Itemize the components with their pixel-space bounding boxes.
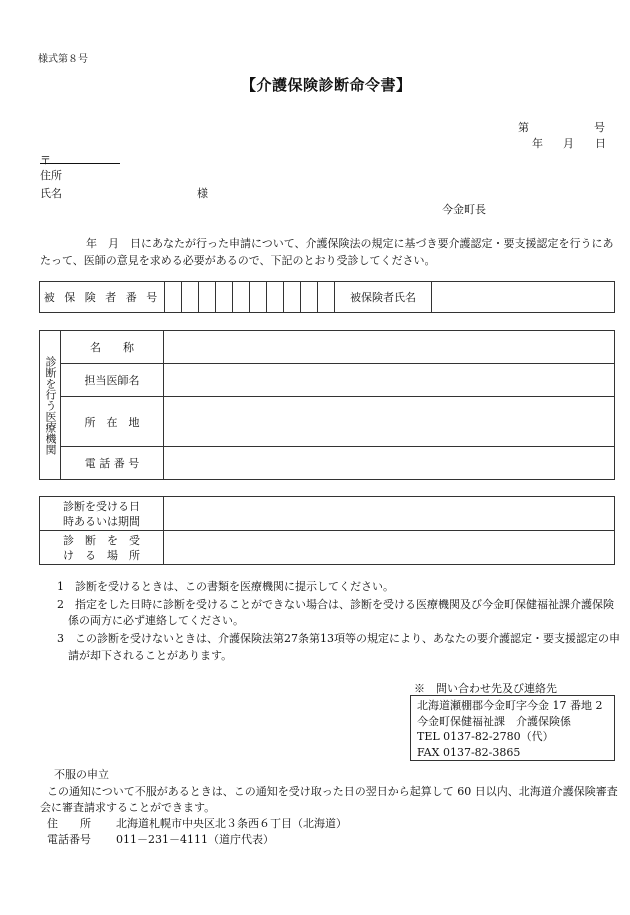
insured-number-digit[interactable] xyxy=(250,282,267,313)
insured-number-digit[interactable] xyxy=(301,282,318,313)
date-day: 日 xyxy=(595,137,606,150)
facility-side-label: 診断を行う医療機関 xyxy=(44,355,57,455)
insured-number-digit[interactable] xyxy=(216,282,233,313)
issuer: 今金町長 xyxy=(442,203,486,216)
insured-number-digit[interactable] xyxy=(318,282,335,313)
note-3-line-2: 請が却下されることがあります。 xyxy=(68,649,233,662)
note-2-num: 2 xyxy=(57,598,64,611)
insured-name-label: 被保険者氏名 xyxy=(335,282,432,313)
appeal-address-value: 北海道札幌市中央区北３条西６丁目（北海道） xyxy=(116,817,347,830)
appeal-phone-label: 電話番号 xyxy=(47,833,91,846)
appeal-address-label: 住 所 xyxy=(47,817,91,830)
appeal-line-1: この通知について不服があるときは、この通知を受け取った日の翌日から起算して 60 日以内、北海道介護保険審査 xyxy=(47,785,618,798)
insured-name-value[interactable] xyxy=(432,282,615,313)
diagnosis-place-label-line1: 診 断 を 受 xyxy=(63,533,140,547)
number-gou: 号 xyxy=(594,121,605,134)
appeal-phone-value: 011－231－4111（道庁代表） xyxy=(116,833,274,846)
facility-address-value[interactable] xyxy=(164,397,615,447)
intro-line-1: 年 月 日にあなたが行った申請について、介護保険法の規定に基づき要介護認定・要支援認定を行うにあ xyxy=(86,237,614,250)
insured-number-digit[interactable] xyxy=(284,282,301,313)
insured-number-digit[interactable] xyxy=(233,282,250,313)
diagnosis-date-label xyxy=(40,497,164,531)
diagnosis-date-label-line1: 診断を受ける日 xyxy=(63,499,140,513)
facility-phone-value[interactable] xyxy=(164,447,615,480)
doctor-name-label: 担当医師名 xyxy=(61,364,164,397)
facility-side-label-cell xyxy=(40,331,61,480)
form-number: 様式第８号 xyxy=(38,54,88,65)
facility-address-label: 所 在 地 xyxy=(61,397,164,447)
appeal-line-2: 会に審査請求することができます。 xyxy=(40,801,216,814)
note-3-num: 3 xyxy=(57,632,64,645)
note-3-line-1: この診断を受けないときは、介護保険法第27条第13項等の規定により、あなたの要介護認定・要支援認定の申 xyxy=(75,632,620,645)
insured-number-digit[interactable] xyxy=(182,282,199,313)
insured-number-digit[interactable] xyxy=(165,282,182,313)
contact-box xyxy=(410,695,615,761)
diagnosis-date-value[interactable] xyxy=(164,497,615,531)
insured-number-label: 被 保 険 者 番 号 xyxy=(40,282,165,313)
contact-heading: ※ 問い合わせ先及び連絡先 xyxy=(414,682,557,695)
address-label: 住所 xyxy=(40,169,62,182)
page-title: 【介護保険診断命令書】 xyxy=(241,76,412,94)
facility-name-value[interactable] xyxy=(164,331,615,364)
contact-fax: FAX 0137-82-3865 xyxy=(417,745,521,759)
intro-line-2: たって、医師の意見を求める必要があるので、下記のとおり受診してください。 xyxy=(40,254,436,267)
note-1-num: 1 xyxy=(57,580,64,593)
number-dai: 第 xyxy=(518,121,529,134)
diagnosis-place-label xyxy=(40,531,164,565)
facility-name-label: 名 称 xyxy=(61,331,164,364)
note-2-line-1: 指定をした日時に診断を受けることができない場合は、診断を受ける医療機関及び今金町保健福祉課介護保険 xyxy=(75,598,614,611)
appeal-heading: 不服の申立 xyxy=(54,768,109,781)
contact-address: 北海道瀬棚郡今金町字今金 17 番地 2 xyxy=(417,699,603,712)
postal-code-line xyxy=(40,163,120,164)
insured-table xyxy=(39,281,615,313)
contact-department: 今金町保健福祉課 介護保険係 xyxy=(417,714,571,728)
diagnosis-place-value[interactable] xyxy=(164,531,615,565)
diagnosis-place-label-line2: け る 場 所 xyxy=(63,548,140,562)
name-label: 氏名 xyxy=(40,187,62,200)
facility-table xyxy=(39,330,615,480)
note-2-line-2: 係の両方に必ず連絡してください。 xyxy=(68,614,244,627)
honorific: 様 xyxy=(197,187,208,200)
postal-mark: 〒 xyxy=(40,154,51,167)
note-1-line-1: 診断を受けるときは、この書類を医療機関に提示してください。 xyxy=(75,580,394,593)
diagnosis-date-label-line2: 時あるいは期間 xyxy=(63,514,140,528)
insured-number-digit[interactable] xyxy=(267,282,284,313)
contact-tel: TEL 0137-82-2780（代） xyxy=(417,730,554,743)
insured-number-digit[interactable] xyxy=(199,282,216,313)
date-month: 月 xyxy=(563,137,574,150)
diagnosis-table xyxy=(39,496,615,565)
doctor-name-value[interactable] xyxy=(164,364,615,397)
facility-phone-label: 電 話 番 号 xyxy=(61,447,164,480)
date-year: 年 xyxy=(532,137,543,150)
